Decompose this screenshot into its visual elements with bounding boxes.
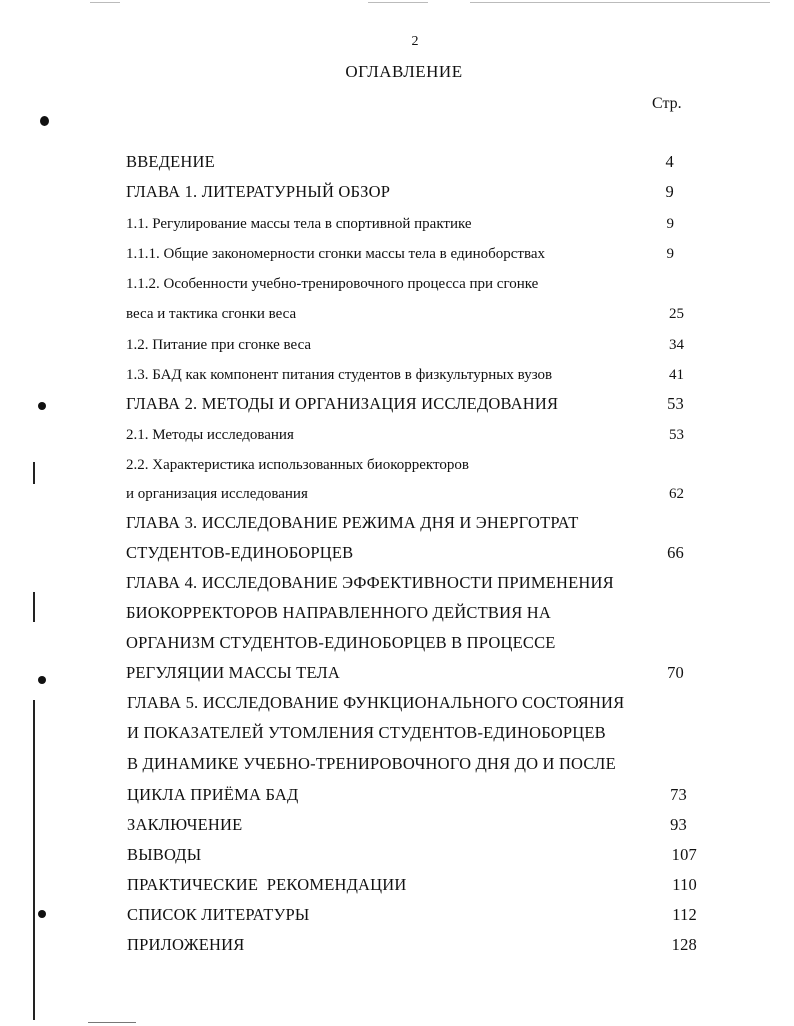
toc-entry (126, 301, 696, 325)
toc-entry (126, 422, 696, 446)
toc-entry-page: 70 (667, 663, 684, 682)
toc-entry (126, 511, 696, 535)
toc-entry-title: ГЛАВА 2. МЕТОДЫ И ОРГАНИЗАЦИЯ ИССЛЕДОВАНИЯ (126, 394, 559, 413)
toc-entry-title: СТУДЕНТОВ-ЕДИНОБОРЦЕВ (126, 543, 354, 562)
page-title: ОГЛАВЛЕНИЕ (345, 62, 463, 81)
toc-entry (126, 150, 696, 174)
toc-entry (126, 631, 696, 655)
toc-entry-page: 93 (670, 815, 687, 834)
toc-entry (126, 452, 696, 476)
toc-entry-title: 2.2. Характеристика использованных биокорректоров (126, 457, 469, 473)
toc-entry-title: СПИСОК ЛИТЕРАТУРЫ (127, 905, 310, 924)
toc-entry-title: ВЫВОДЫ (127, 845, 202, 864)
page-column-label: Стр. (652, 95, 682, 112)
toc-entry-title: И ПОКАЗАТЕЛЕЙ УТОМЛЕНИЯ СТУДЕНТОВ-ЕДИНОБОРЦЕВ (127, 723, 606, 742)
toc-entry (126, 180, 696, 204)
toc-entry (127, 752, 697, 776)
toc-entry (126, 392, 696, 416)
toc-entry-page: 4 (665, 152, 674, 171)
toc-entry (126, 241, 696, 265)
toc-entry-title: ПРАКТИЧЕСКИЕ РЕКОМЕНДАЦИИ (127, 875, 407, 894)
toc-entry (127, 721, 697, 745)
toc-entry-title: ГЛАВА 4. ИССЛЕДОВАНИЕ ЭФФЕКТИВНОСТИ ПРИМЕНЕНИЯ (126, 573, 614, 592)
toc-entry-page: 73 (670, 785, 687, 804)
toc-entry (127, 813, 697, 837)
toc-entry-title: ОРГАНИЗМ СТУДЕНТОВ-ЕДИНОБОРЦЕВ В ПРОЦЕССЕ (126, 633, 556, 652)
toc-entry (126, 601, 696, 625)
toc-entry-title: и организация исследования (126, 486, 308, 502)
toc-entry (126, 661, 696, 685)
toc-entry-title: веса и тактика сгонки веса (126, 306, 297, 322)
toc-entry-page: 112 (672, 905, 697, 924)
toc-entry (126, 271, 696, 295)
toc-entry-page: 9 (665, 182, 674, 201)
toc-entry (126, 362, 696, 386)
toc-entry-page: 128 (671, 935, 697, 954)
toc-entry-page: 110 (672, 875, 697, 894)
toc-entry-title: БИОКОРРЕКТОРОВ НАПРАВЛЕННОГО ДЕЙСТВИЯ НА (126, 603, 551, 622)
toc-entry (126, 332, 696, 356)
toc-entry-page: 62 (669, 486, 684, 502)
toc-entry-title: 1.1. Регулирование массы тела в спортивной практике (126, 216, 472, 232)
toc-entry-title: ПРИЛОЖЕНИЯ (127, 935, 245, 954)
page-number: 2 (411, 34, 419, 49)
toc-entry-title: ГЛАВА 5. ИССЛЕДОВАНИЕ ФУНКЦИОНАЛЬНОГО СОСТОЯНИЯ (127, 693, 625, 712)
toc-entry-title: ЗАКЛЮЧЕНИЕ (127, 815, 243, 834)
toc-entry (126, 481, 696, 505)
toc-entry-page: 53 (669, 427, 684, 443)
toc-entry-title: В ДИНАМИКЕ УЧЕБНО-ТРЕНИРОВОЧНОГО ДНЯ ДО И ПОСЛЕ (127, 754, 616, 773)
toc-entry-title: 1.3. БАД как компонент питания студентов в физкультурных вузов (126, 367, 553, 383)
toc-entry-page: 25 (669, 306, 684, 322)
toc-entry (127, 691, 697, 715)
toc-entry-title: ЦИКЛА ПРИЁМА БАД (127, 785, 299, 804)
toc-entry-title: РЕГУЛЯЦИИ МАССЫ ТЕЛА (126, 663, 341, 682)
toc-entry-page: 9 (666, 246, 674, 262)
toc-entry-page: 107 (671, 845, 697, 864)
toc-entry (127, 933, 697, 957)
toc-entry (127, 783, 697, 807)
toc-entry-page: 41 (669, 367, 684, 383)
toc-entry-title: 1.2. Питание при сгонке веса (126, 337, 312, 353)
toc-entry (126, 571, 696, 595)
toc-entry-page: 53 (667, 394, 684, 413)
toc-entry-title: 1.1.1. Общие закономерности сгонки массы тела в единоборствах (126, 246, 546, 262)
toc-entry (127, 843, 697, 867)
toc-entry-page: 66 (667, 543, 684, 562)
toc-entry-title: ВВЕДЕНИЕ (126, 152, 215, 171)
toc-entry (126, 541, 696, 565)
toc-entry (126, 211, 696, 235)
toc-entry-title: ГЛАВА 3. ИССЛЕДОВАНИЕ РЕЖИМА ДНЯ И ЭНЕРГОТРАТ (126, 513, 579, 532)
toc-entry-page: 9 (666, 216, 674, 232)
toc-entry-title: 1.1.2. Особенности учебно-тренировочного процесса при сгонке (126, 276, 539, 292)
toc-entry-title: ГЛАВА 1. ЛИТЕРАТУРНЫЙ ОБЗОР (126, 182, 391, 201)
toc-entry (127, 903, 697, 927)
toc-entry (127, 873, 697, 897)
toc-entry-title: 2.1. Методы исследования (126, 427, 294, 443)
toc-entry-page: 34 (669, 337, 684, 353)
